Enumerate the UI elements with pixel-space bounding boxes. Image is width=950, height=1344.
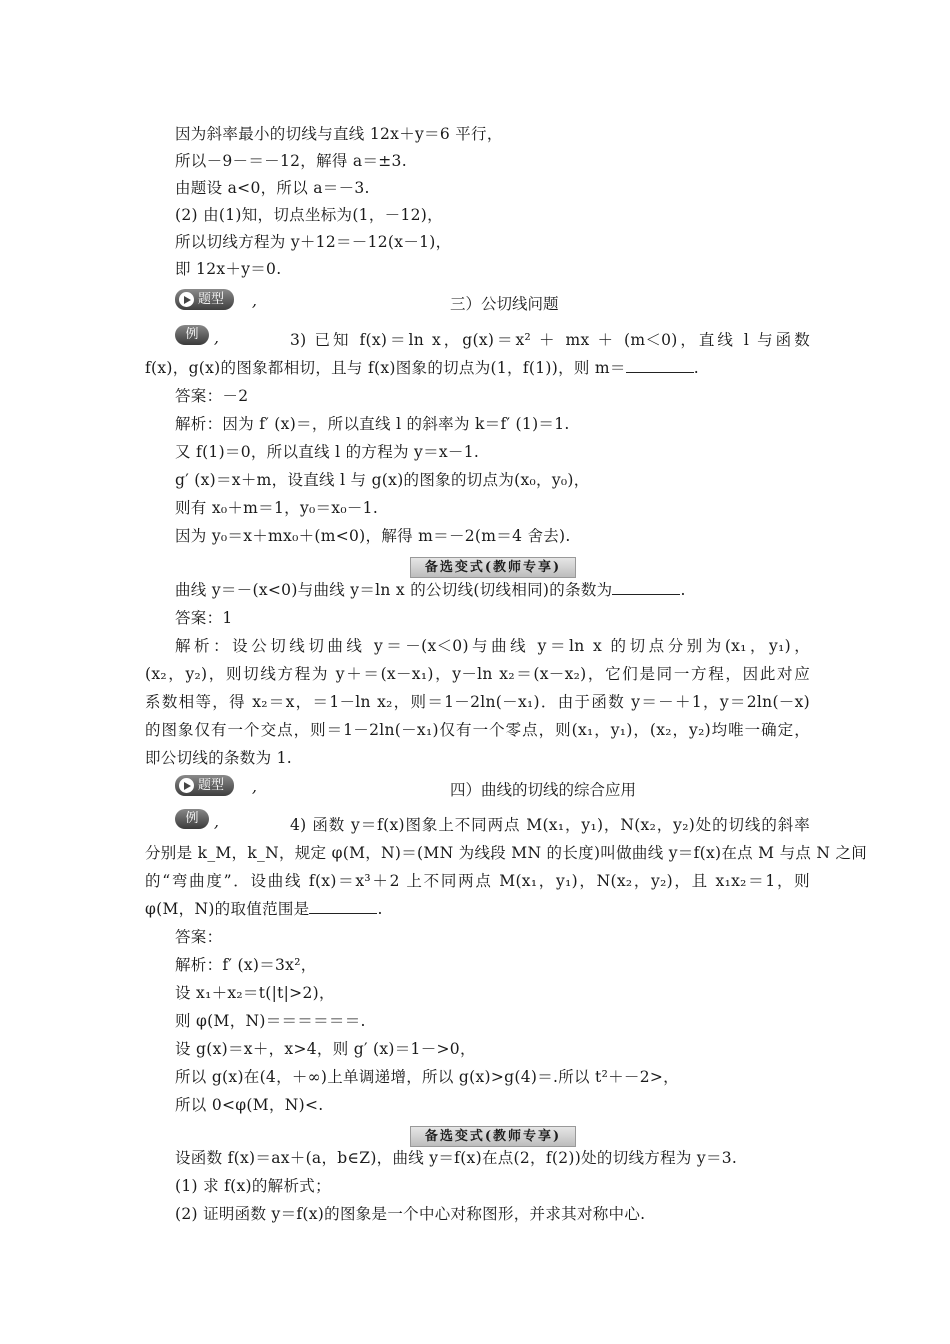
text-line: 由题设 a<0，所以 a＝－3. — [175, 179, 370, 197]
tag-comma: , — [252, 292, 257, 310]
question-period: . — [680, 581, 686, 599]
solution-line: 所以 g(x)在(4，＋∞)上单调递增，所以 g(x)>g(4)＝.所以 t²＋－2>， — [175, 1068, 679, 1086]
question-line: 的“弯曲度”．设曲线 f(x)＝x³＋2 上不同两点 M(x₁，y₁)，N(x₂，y₂)，且 x₁x₂＝1，则 — [145, 872, 810, 890]
solution-line: 即公切线的条数为 1. — [145, 749, 293, 767]
answer-line: 答案：1 — [175, 609, 233, 627]
solution-line: 因为 y₀＝x＋mx₀＋(m<0)，解得 m＝－2(m＝4 舍去). — [175, 527, 571, 545]
variant-question-text: 曲线 y＝－(x<0)与曲线 y＝ln x 的公切线(切线相同)的条数为 — [175, 581, 613, 599]
solution-line: 设 x₁＋x₂＝t(|t|>2)， — [175, 984, 335, 1002]
text-line: 即 12x＋y＝0. — [175, 260, 282, 278]
question-text: φ(M，N)的取值范围是 — [145, 900, 310, 918]
tag-comma: , — [252, 778, 257, 796]
tag-comma: , — [214, 813, 219, 831]
variant-question: (2) 证明函数 y＝f(x)的图象是一个中心对称图形，并求其对称中心. — [175, 1205, 646, 1223]
question-line: 3) 已知 f(x)＝ln x，g(x)＝x² ＋ mx ＋ (m＜0)，直线 l 与函数 — [290, 331, 810, 349]
solution-line: 解析：因为 f′ (x)＝，所以直线 l 的斜率为 k＝f′ (1)＝1. — [175, 415, 570, 433]
question-period: . — [377, 900, 383, 918]
text-line: (2) 由(1)知，切点坐标为(1，－12)， — [175, 206, 443, 224]
question-line: 4) 函数 y＝f(x)图象上不同两点 M(x₁，y₁)，N(x₂，y₂)处的切线的斜率 — [290, 816, 810, 834]
play-arrow-icon — [179, 292, 194, 307]
question-text: f(x)，g(x)的图象都相切，且与 f(x)图象的切点为(1，f(1))，则 m＝ — [145, 359, 626, 377]
tag-label: 题型 — [198, 292, 225, 307]
solution-line: 又 f(1)＝0，所以直线 l 的方程为 y＝x－1. — [175, 443, 480, 461]
variant-question: (1) 求 f(x)的解析式； — [175, 1177, 331, 1195]
solution-line: 所以 0<φ(M，N)<. — [175, 1096, 324, 1114]
variant-question: 设函数 f(x)＝ax＋(a，b∈Z)，曲线 y＝f(x)在点(2，f(2))处的切线方程为 y＝3. — [175, 1149, 738, 1167]
example-tag: 例 — [175, 809, 209, 829]
solution-line: g′ (x)＝x＋m，设直线 l 与 g(x)的图象的切点为(x₀，y₀)， — [175, 471, 590, 489]
text-line: 所以切线方程为 y＋12＝－12(x－1)， — [175, 233, 452, 251]
text-line: 所以－9－＝－12，解得 a＝±3. — [175, 152, 407, 170]
question-line — [145, 896, 383, 922]
answer-line: 答案： — [175, 928, 223, 946]
solution-line: 解析：f′ (x)＝3x²， — [175, 956, 317, 974]
tag-comma: , — [214, 329, 219, 347]
section-heading: 三）公切线问题 — [450, 295, 559, 313]
section-heading: 四）曲线的切线的综合应用 — [450, 781, 637, 799]
answer-blank — [626, 358, 694, 373]
answer-blank — [612, 580, 680, 595]
variant-banner: 备选变式(教师专享) — [410, 1126, 576, 1147]
question-period: . — [693, 359, 699, 377]
question-type-tag — [175, 775, 234, 796]
text-line: 因为斜率最小的切线与直线 12x＋y＝6 平行， — [175, 125, 503, 143]
variant-question — [175, 577, 686, 603]
question-line — [145, 355, 699, 381]
question-type-tag — [175, 289, 234, 310]
tag-label: 题型 — [198, 778, 225, 793]
solution-line: (x₂，y₂)，则切线方程为 y＋＝(x－x₁)，y－ln x₂＝(x－x₂)，它们是同一方程，因此对应 — [145, 665, 810, 683]
solution-line: 则有 x₀＋m＝1，y₀＝x₀－1. — [175, 499, 379, 517]
play-arrow-icon — [179, 778, 194, 793]
solution-line: 设 g(x)＝x＋，x>4，则 g′ (x)＝1－>0， — [175, 1040, 476, 1058]
solution-line: 的图象仅有一个交点，则＝1－2ln(－x₁)仅有一个零点，则(x₁，y₁)，(x₂，y₂)均唯一确定， — [145, 721, 810, 739]
question-line: 分别是 k_M，k_N，规定 φ(M，N)＝(MN 为线段 MN 的长度)叫做曲线 y＝f(x)在点 M 与点 N 之间 — [145, 844, 868, 862]
example-tag: 例 — [175, 325, 209, 345]
answer-blank — [309, 899, 377, 914]
solution-line: 则 φ(M，N)＝＝＝＝＝＝. — [175, 1012, 366, 1030]
variant-banner: 备选变式(教师专享) — [410, 557, 576, 578]
solution-line: 系数相等，得 x₂＝x，＝1－ln x₂，则＝1－2ln(－x₁)．由于函数 y＝－＋1，y＝2ln(－x) — [145, 693, 810, 711]
answer-line: 答案：－2 — [175, 387, 249, 405]
solution-line: 解析：设公切线切曲线 y＝－(x＜0)与曲线 y＝ln x 的切点分别为(x₁，y₁)， — [175, 637, 810, 655]
